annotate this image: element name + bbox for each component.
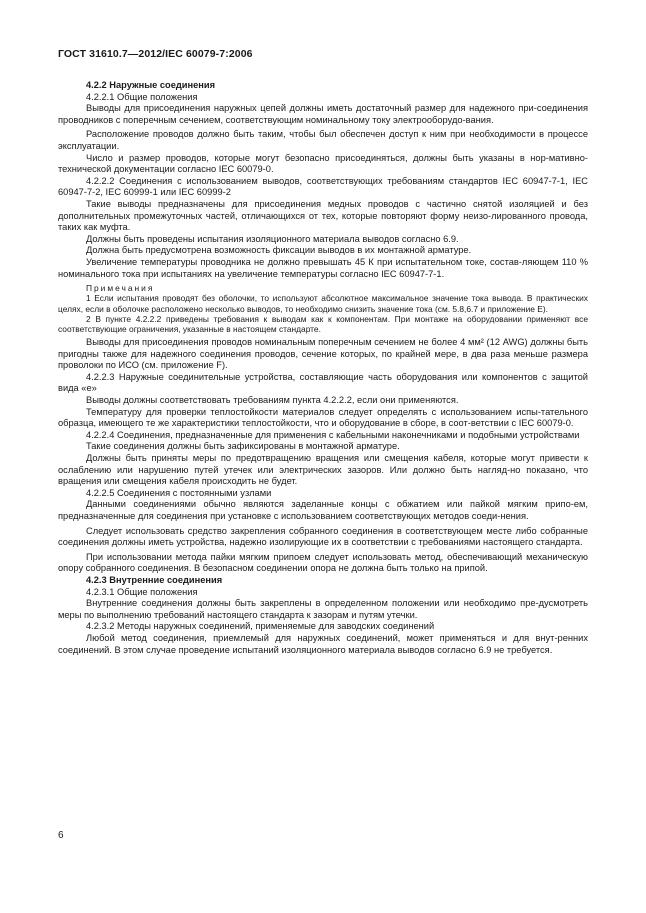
section-heading: 4.2.2 Наружные соединения: [86, 80, 216, 90]
paragraph: 4.2.2.3 Наружные соединительные устройства, составляющие часть оборудования или компонентов с защитой вида «е»: [58, 371, 588, 394]
paragraph: Внутренние соединения должны быть закреплены в определенном положении или необходимо пре-дусмотреть меры по выполнению требований настоящего стандарта к зазорам и путям утечки.: [58, 598, 588, 620]
note-paragraph: 1 Если испытания проводят без оболочки, то используют абсолютное максимальное значение тока вывода. В практических целях, если в оболочке расположено несколько выводов, то необходимо снизить значение тока (см. 5.8,6.7 и приложение Е).: [58, 293, 588, 314]
paragraph: Данными соединениями обычно являются заделанные концы с обжатием или пайкой мягким припо-ем, предназначенные для соединения при установке с использованием соответствующих методов соеди-нения.: [58, 499, 588, 522]
paragraph: Такие выводы предназначены для присоединения медных проводов с частично снятой изоляцией и без дополнительных промежуточных частей, отличающихся от тех, которые повторяют форму неизо-лированного провода, таких как муфта.: [58, 198, 588, 233]
paragraph: Число и размер проводов, которые могут безопасно присоединяться, должны быть указаны в нор-мативно-технической документации согласно IEC 60079-0.: [58, 152, 588, 175]
paragraph: 4.2.3.2 Методы наружных соединений, применяемые для заводских соединений: [86, 621, 435, 632]
paragraph: 4.2.2.2 Соединения с использованием выводов, соответствующих требованиям стандартов IEC 60947-7-1, IEC 60947-7-2, IEC 60999-1 или IEC 60999-2: [58, 175, 588, 198]
paragraph: Расположение проводов должно быть таким, чтобы был обеспечен доступ к ним при необходимости в процессе эксплуатации.: [58, 129, 588, 151]
paragraph: 4.2.2.4 Соединения, предназначенные для применения с кабельными наконечниками и подобными устройствами: [86, 429, 580, 440]
paragraph: 4.2.3.1 Общие положения: [86, 586, 198, 597]
paragraph: Выводы для присоединения проводов номинальным поперечным сечением не более 4 мм² (12 AWG) должны быть пригодны также для надежного соединения проводов, сечение которых, по крайней мере, в два раза меньше размера проволоки по ИСО (см. приложение F).: [58, 337, 588, 371]
paragraph: Следует использовать средство закрепления собранного соединения в соответствующем месте либо собранные соединения должны иметь устройства, надежно изолирующие их в соответствии с требованиями настоящего стандарта.: [58, 525, 588, 548]
note-paragraph: 2 В пункте 4.2.2.2 приведены требования к выводам как к компонентам. При монтаже на оборудовании применяют все соответствующие ограничения, указанные в настоящем стандарте.: [58, 313, 588, 334]
document-header: ГОСТ 31610.7—2012/IEC 60079-7:2006: [58, 48, 253, 60]
paragraph: Должны быть приняты меры по предотвращению вращения или смещения кабеля, которые могут привести к ослаблению или нарушению путей утечек или электрических зазоров. Или должно быть нагляд-но показано, что вращения или смещения кабеля происходить не будет.: [58, 453, 588, 487]
paragraph: Должна быть предусмотрена возможность фиксации выводов в их монтажной арматуре.: [86, 245, 472, 256]
note-title: Примечания: [86, 283, 155, 294]
paragraph: 4.2.2.1 Общие положения: [86, 91, 198, 102]
section-heading: 4.2.3 Внутренние соединения: [86, 574, 223, 585]
paragraph: Температуру для проверки теплостойкости материалов следует определять с использованием испы-тательного образца, имеющего те же характеристики теплостойкости, что и оборудование в сборе, в соот-ветствии с IEC 60079-0.: [58, 406, 588, 429]
paragraph: Должны быть проведены испытания изоляционного материала выводов согласно 6.9.: [86, 233, 459, 244]
page-number: 6: [58, 830, 64, 841]
document-body: [58, 80, 588, 656]
paragraph: Увеличение температуры проводника не должно превышать 45 К при испытательном токе, состав-ляющем 110 % номинального тока при испытаниях на увеличение температуры согласно IEC 60947-7-1.: [58, 256, 588, 279]
paragraph: 4.2.2.5 Соединения с постоянными узлами: [86, 487, 272, 498]
paragraph: Выводы для присоединения наружных цепей должны иметь достаточный размер для надежного при-соединения проводников с поперечным сечением, соответствующим номинальному току электрооборудо-вания.: [58, 103, 588, 125]
paragraph: Любой метод соединения, приемлемый для наружных соединений, может применяться и для внут-ренних соединений. В этом случае проведение испытаний изоляционного материала выводов согласно 6.9 не требуется.: [58, 632, 588, 655]
paragraph: Такие соединения должны быть зафиксированы в монтажной арматуре.: [86, 441, 400, 452]
paragraph: При использовании метода пайки мягким припоем следует использовать метод, обеспечивающий механическую опору собранного соединения. В безопасном соединении опора не должна быть только на припой.: [58, 551, 588, 574]
paragraph: Выводы должны соответствовать требованиям пункта 4.2.2.2, если они применяются.: [86, 395, 459, 406]
